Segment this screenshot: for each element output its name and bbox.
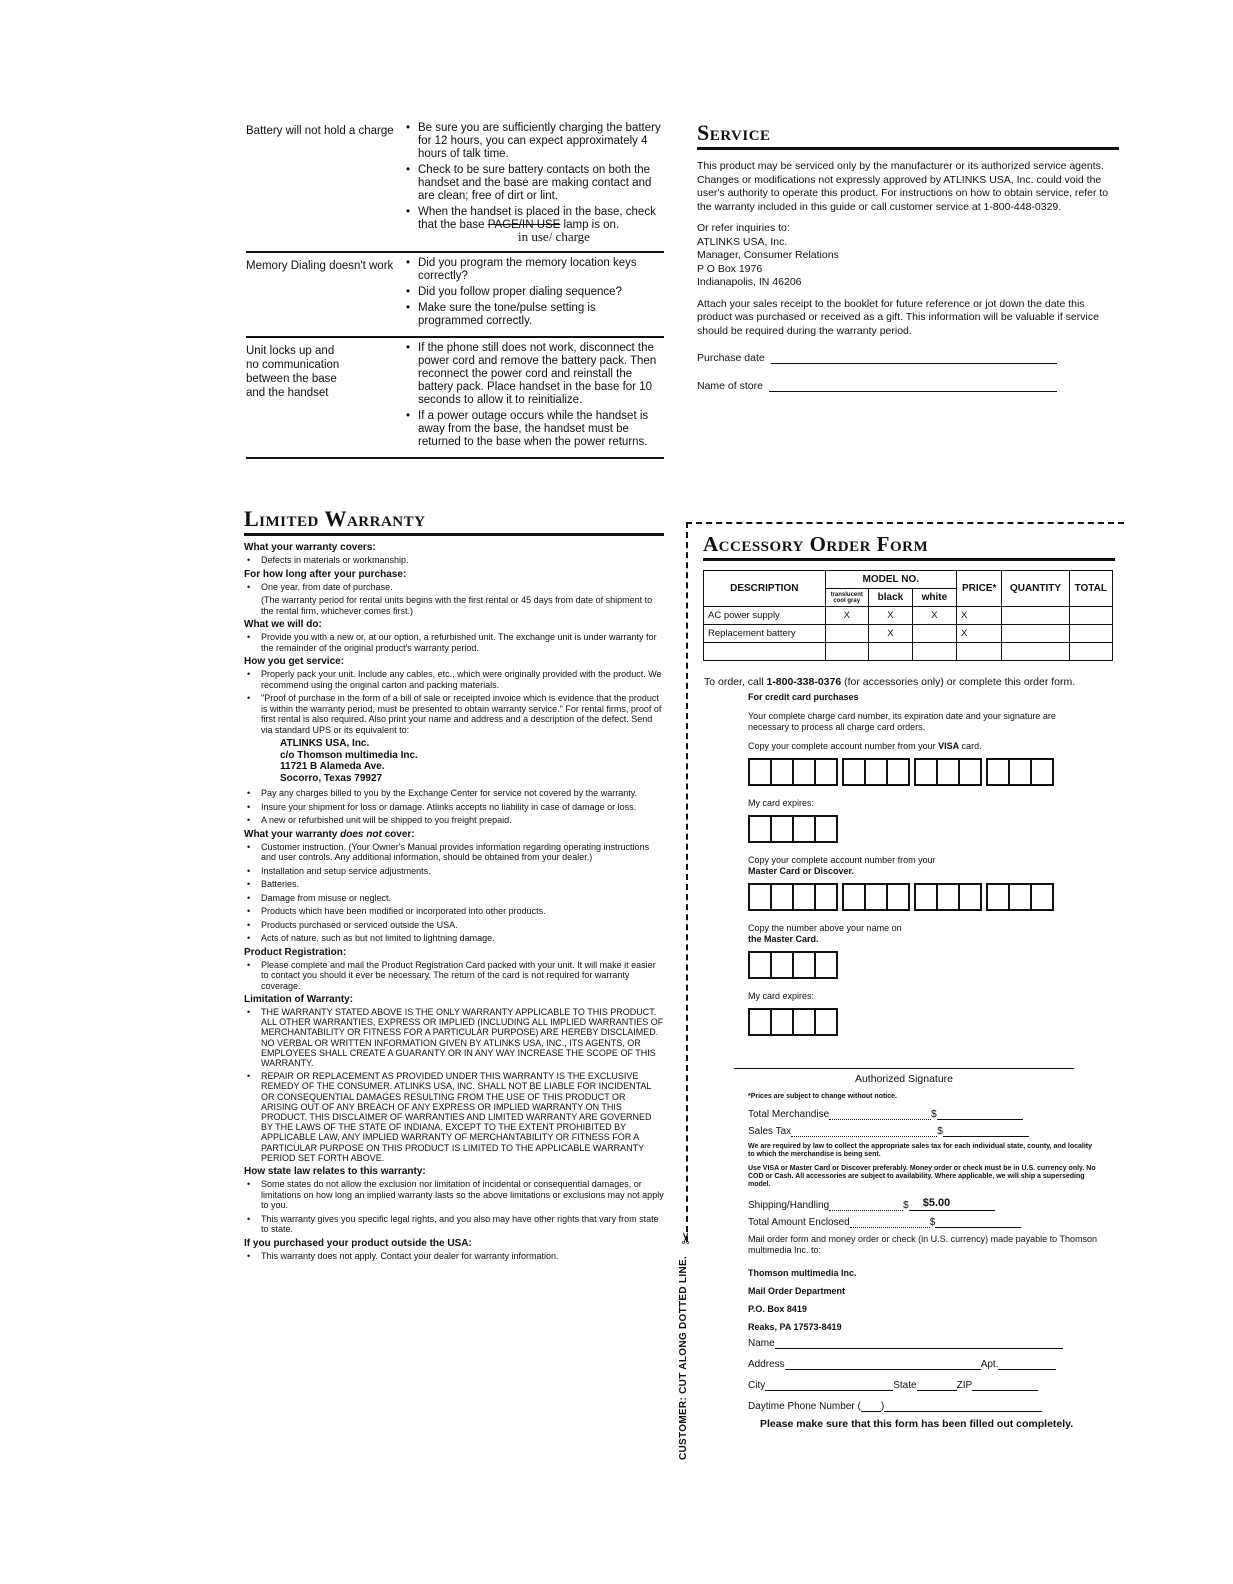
address-row[interactable] xyxy=(704,1359,1118,1370)
digit-box[interactable] xyxy=(1008,883,1032,911)
dots xyxy=(791,1128,937,1137)
mail-address xyxy=(704,1264,1118,1336)
address-line: Mail Order Department xyxy=(748,1286,846,1296)
col-price: PRICE* xyxy=(956,571,1002,607)
digit-box[interactable] xyxy=(748,883,772,911)
trouble-solution: • Be sure you are sufficiently charging the battery for 12 hours, you can expect approximately 4 hours of talk time. xyxy=(404,122,664,161)
call-number: 1-800-338-0376 xyxy=(766,676,842,688)
dollar-sign: $ xyxy=(903,1200,909,1211)
visa-label xyxy=(704,741,1118,752)
col-black: black xyxy=(868,589,912,607)
purchase-date-field[interactable] xyxy=(697,352,1119,364)
heading-emphasis: does not xyxy=(340,828,382,840)
handwritten-note: in use/ charge xyxy=(518,229,590,244)
digit-box[interactable] xyxy=(748,758,772,786)
amount-line[interactable] xyxy=(943,1128,1029,1137)
row-description: AC power supply xyxy=(704,607,826,625)
warranty-heading: Limitation of Warranty: xyxy=(244,994,354,1005)
row-price: X xyxy=(956,607,1002,625)
table-row xyxy=(704,607,1113,625)
trouble-solution: • Did you program the memory location keys correctly? xyxy=(404,257,664,283)
order-details xyxy=(704,676,1118,1430)
digit-box[interactable] xyxy=(886,758,910,786)
digit-box[interactable] xyxy=(842,883,866,911)
digit-box[interactable] xyxy=(814,758,838,786)
digit-box[interactable] xyxy=(914,758,938,786)
col-model-no: MODEL NO. xyxy=(825,571,956,589)
col-quantity: QUANTITY xyxy=(1002,571,1069,607)
warranty-item: • Products purchased or serviced outside the USA. xyxy=(244,920,664,931)
trouble-row-battery xyxy=(246,118,664,253)
digit-box[interactable] xyxy=(792,815,816,843)
row-mark: X xyxy=(825,607,868,625)
order-call-line xyxy=(704,676,1118,688)
apt-line[interactable] xyxy=(998,1361,1056,1370)
name-label: Name xyxy=(748,1338,775,1349)
digit-box[interactable] xyxy=(770,951,794,979)
empty-cell[interactable] xyxy=(1069,643,1112,661)
shipping-row xyxy=(704,1197,1118,1211)
empty-cell[interactable] xyxy=(704,643,826,661)
dollar-sign: $ xyxy=(929,1217,936,1228)
store-name-line[interactable] xyxy=(769,382,1057,392)
state-label: State xyxy=(893,1380,917,1391)
dollar-sign: $ xyxy=(937,1126,943,1137)
digit-box[interactable] xyxy=(1030,883,1054,911)
digit-box[interactable] xyxy=(814,1008,838,1036)
warranty-item: • A new or refurbished unit will be shipped to you freight prepaid. xyxy=(244,815,664,826)
visa-card: VISA xyxy=(938,741,960,751)
digit-box[interactable] xyxy=(1030,758,1054,786)
price-note: *Prices are subject to change without notice. xyxy=(748,1093,897,1100)
city-row[interactable] xyxy=(704,1380,1118,1391)
call-text: (for accessories only) or complete this order form. xyxy=(841,676,1076,688)
warranty-item: • Properly pack your unit. Include any cables, etc., which were originally provided with the product. We recommend using the original carton and packing materials. xyxy=(244,669,664,690)
name-row[interactable] xyxy=(704,1338,1118,1349)
empty-cell[interactable] xyxy=(825,643,868,661)
heading-text: cover: xyxy=(381,828,415,840)
address-line: Manager, Consumer Relations xyxy=(697,249,839,261)
solution-text: lamp is on. xyxy=(560,219,620,231)
digit-box[interactable] xyxy=(842,758,866,786)
address-line: c/o Thomson multimedia Inc. xyxy=(280,749,418,761)
total-enclosed-label: Total Amount Enclosed xyxy=(748,1217,850,1228)
service-section xyxy=(697,120,1119,392)
address-line: ATLINKS USA, Inc. xyxy=(697,235,788,248)
purchase-date-line[interactable] xyxy=(771,354,1057,364)
digit-box[interactable] xyxy=(1008,758,1032,786)
digit-box[interactable] xyxy=(958,758,982,786)
digit-box[interactable] xyxy=(814,883,838,911)
empty-cell[interactable] xyxy=(956,643,1002,661)
warranty-note: (The warranty period for rental units begins with the first rental or 45 days from date of shipment to the rental firm, whichever comes first.) xyxy=(261,595,653,616)
phone-close: ) xyxy=(880,1401,885,1412)
warranty-item: • Installation and setup service adjustments. xyxy=(244,866,664,877)
trouble-row-lockup xyxy=(246,338,664,459)
mc-label: Copy your complete account number from your xyxy=(748,855,936,865)
trouble-problem: Battery will not hold a charge xyxy=(246,125,394,137)
row-mark xyxy=(825,625,868,643)
empty-cell[interactable] xyxy=(868,643,912,661)
mc-above-boxes[interactable] xyxy=(748,951,1118,979)
row-mark: X xyxy=(868,625,912,643)
digit-box[interactable] xyxy=(886,883,910,911)
address-label: Address xyxy=(748,1359,785,1370)
apt-label: Apt. xyxy=(980,1359,999,1370)
purchase-date-label: Purchase date xyxy=(697,352,765,364)
warranty-heading: How you get service: xyxy=(244,656,345,667)
warranty-item: • Products which have been modified or incorporated into other products. xyxy=(244,906,664,917)
solution-text: When the handset is placed in the base, check that the base xyxy=(418,206,656,231)
warranty-item: • Damage from misuse or neglect. xyxy=(244,893,664,904)
digit-box[interactable] xyxy=(792,1008,816,1036)
visa-number-boxes[interactable] xyxy=(748,758,1118,786)
dollar-sign: $ xyxy=(931,1109,937,1120)
warranty-item: • Provide you with a new or, at our option, a refurbished unit. The exchange unit is under warranty for the remainder of the original product's warranty period. xyxy=(244,632,664,653)
warranty-item: • Defects in materials or workmanship. xyxy=(244,555,664,566)
mc-above-label-bold: the Master Card. xyxy=(748,934,819,944)
visa-text: Copy your complete account number from your xyxy=(748,741,939,751)
digit-box[interactable] xyxy=(814,951,838,979)
zip-label: ZIP xyxy=(956,1380,973,1391)
phone-label: Daytime Phone Number ( xyxy=(748,1401,861,1412)
digit-box[interactable] xyxy=(986,758,1010,786)
amount-line[interactable] xyxy=(935,1219,1021,1228)
store-name-label: Name of store xyxy=(697,380,763,392)
name-line[interactable] xyxy=(775,1340,1063,1349)
call-text: To order, call xyxy=(704,676,767,688)
payment-note: Use VISA or Master Card or Discover preferably. Money order or check must be in U.S. currency only. No COD or Cash. All accessories are subject to availability. Where applicable, we will ship a superseding model. xyxy=(748,1165,1096,1188)
total-merch-label: Total Merchandise xyxy=(748,1109,830,1120)
expiry-boxes-2[interactable] xyxy=(748,1008,1118,1036)
col-white: white xyxy=(912,589,956,607)
credit-text: Your complete charge card number, its expiration date and your signature are necessary to process all charge card orders. xyxy=(748,711,1056,732)
address-line: ATLINKS USA, Inc. xyxy=(280,738,370,749)
complete-note: Please make sure that this form has been filled out completely. xyxy=(760,1418,1074,1430)
phone-line[interactable] xyxy=(884,1403,1042,1412)
warranty-heading: What we will do: xyxy=(244,619,322,630)
trouble-solutions xyxy=(404,122,664,246)
trouble-solution: • Did you follow proper dialing sequence? xyxy=(404,286,664,299)
warranty-item: • This warranty gives you specific legal rights, and you also may have other rights that vary from state to state. xyxy=(244,1214,664,1235)
address-line: 11721 B Alameda Ave. xyxy=(280,761,385,772)
warranty-item: • Some states do not allow the exclusion nor limitation of incidental or consequential damages, or limitations on how long an implied warranty lasts so the above limitations or exclusions may not apply to you. xyxy=(244,1179,664,1211)
trouble-solution: • Make sure the tone/pulse setting is programmed correctly. xyxy=(404,302,664,328)
warranty-item: • Please complete and mail the Product Registration Card packed with your unit. It will make it easier to contact you should it ever be necessary. The return of the card is not required for warranty coverage. xyxy=(244,960,664,992)
shipping-value: $5.00 xyxy=(909,1197,995,1211)
digit-box[interactable] xyxy=(914,883,938,911)
digit-box[interactable] xyxy=(770,1008,794,1036)
sales-tax-row[interactable] xyxy=(704,1126,1118,1137)
amount-line[interactable] xyxy=(937,1111,1023,1120)
row-total[interactable] xyxy=(1069,625,1112,643)
total-enclosed-row[interactable] xyxy=(704,1217,1118,1228)
trouble-solution xyxy=(404,206,664,243)
address-line[interactable] xyxy=(785,1361,981,1370)
row-description: Replacement battery xyxy=(704,625,826,643)
expires-label-2: My card expires: xyxy=(748,991,815,1001)
cut-instruction: CUSTOMER: CUT ALONG DOTTED LINE. xyxy=(678,1255,689,1460)
table-row-empty xyxy=(704,643,1113,661)
row-mark xyxy=(912,625,956,643)
empty-cell[interactable] xyxy=(912,643,956,661)
dots xyxy=(829,1111,931,1120)
warranty-item: • Batteries. xyxy=(244,879,664,890)
cut-line-vertical xyxy=(686,522,688,1242)
mc-number-boxes[interactable] xyxy=(748,883,1118,911)
digit-box[interactable] xyxy=(986,883,1010,911)
digit-box[interactable] xyxy=(936,883,960,911)
troubleshooting-table xyxy=(246,118,664,459)
trouble-problem: Unit locks up and no communication between the base and the handset xyxy=(246,345,340,399)
trouble-solutions xyxy=(404,257,664,331)
dots xyxy=(829,1202,903,1211)
digit-box[interactable] xyxy=(770,758,794,786)
state-line[interactable] xyxy=(917,1382,957,1391)
digit-box[interactable] xyxy=(770,883,794,911)
warranty-item: • Insure your shipment for loss or damage. Atlinks accepts no liability in case of damage or loss. xyxy=(244,802,664,813)
warranty-heading: What your warranty covers: xyxy=(244,542,376,553)
warranty-section xyxy=(244,506,664,1264)
total-merch-row[interactable] xyxy=(704,1109,1118,1120)
accessory-table xyxy=(703,570,1113,661)
trouble-solution: • If the phone still does not work, disconnect the power cord and remove the battery pack. Then reconnect the power cord and reinstall the battery pack. Place handset in the base for 10 seconds to allow it to reinitialize. xyxy=(404,342,664,407)
signature-line[interactable] xyxy=(734,1068,1074,1085)
expires-label: My card expires: xyxy=(748,798,815,808)
warranty-item: • One year, from date of purchase. xyxy=(244,582,664,593)
digit-box[interactable] xyxy=(748,951,772,979)
trouble-problem: Memory Dialing doesn't work xyxy=(246,260,394,272)
row-mark: X xyxy=(868,607,912,625)
service-title: Service xyxy=(697,120,1119,150)
digit-box[interactable] xyxy=(748,1008,772,1036)
warranty-heading xyxy=(244,829,664,841)
mc-above-label: Copy the number above your name on xyxy=(748,923,902,933)
row-quantity[interactable] xyxy=(1002,607,1069,625)
digit-box[interactable] xyxy=(936,758,960,786)
address-line: Thomson multimedia Inc. xyxy=(748,1268,857,1278)
sales-tax-label: Sales Tax xyxy=(748,1126,792,1137)
ship-to-address xyxy=(244,738,664,784)
col-description: DESCRIPTION xyxy=(704,571,826,607)
warranty-item: • REPAIR OR REPLACEMENT AS PROVIDED UNDER THIS WARRANTY IS THE EXCLUSIVE REMEDY OF THE CONSUMER. ATLINKS USA, INC. SHALL NOT BE LIABLE FOR INCIDENTAL OR CONSEQUENTIAL DAMAGES RESULTING FROM THE USE OF THIS PRODUCT OR ARISING OUT OF ANY BREACH OF ANY EXPRESS OR IMPLIED WARRANTY ON THIS PRODUCT. THIS DISCLAIMER OF WARRANTIES AND LIMITED WARRANTY ARE GOVERNED BY THE LAWS OF THE STATE OF INDIANA. EXCEPT TO THE EXTENT PROHIBITED BY APPLICABLE LAW, ANY IMPLIED WARRANTY OF MERCHANTABILITY OR FITNESS FOR A PARTICULAR PURPOSE ON THIS PRODUCT IS LIMITED TO THE APPLICABLE WARRANTY PERIOD SET FORTH ABOVE. xyxy=(244,1071,664,1163)
zip-line[interactable] xyxy=(972,1382,1038,1391)
digit-box[interactable] xyxy=(864,758,888,786)
warranty-item: • Pay any charges billed to you by the Exchange Center for service not covered by the warranty. xyxy=(244,788,664,799)
shipping-label: Shipping/Handling xyxy=(748,1200,830,1211)
cut-line-horizontal xyxy=(686,522,1124,524)
dots xyxy=(850,1219,930,1228)
warranty-heading: If you purchased your product outside the USA: xyxy=(244,1237,472,1249)
warranty-heading: For how long after your purchase: xyxy=(244,568,407,580)
address-line: Socorro, Texas 79927 xyxy=(280,772,383,784)
trouble-solution: • Check to be sure battery contacts on both the handset and the base are making contact and are clean; free of dirt or lint. xyxy=(404,164,664,203)
row-total[interactable] xyxy=(1069,607,1112,625)
trouble-solutions xyxy=(404,342,664,452)
col-translucent: translucent cool gray xyxy=(825,589,868,607)
service-paragraph: Attach your sales receipt to the booklet for future reference or jot down the date this product was purchased or received as a gift. This information will be valuable if service should be required during the warranty period. xyxy=(697,297,1099,337)
refer-label: Or refer inquiries to: xyxy=(697,222,790,234)
city-label: City xyxy=(748,1380,766,1391)
heading-text: What your warranty xyxy=(244,828,341,840)
phone-row[interactable] xyxy=(704,1401,1118,1412)
row-price: X xyxy=(956,625,1002,643)
digit-box[interactable] xyxy=(748,815,772,843)
warranty-item: • This warranty does not apply. Contact your dealer for warranty information. xyxy=(244,1251,664,1262)
credit-heading: For credit card purchases xyxy=(748,692,859,702)
warranty-item: • Acts of nature, such as but not limited to lightning damage. xyxy=(244,933,664,944)
visa-text: card. xyxy=(959,741,982,751)
digit-box[interactable] xyxy=(864,883,888,911)
digit-box[interactable] xyxy=(958,883,982,911)
expiry-boxes[interactable] xyxy=(748,815,1118,843)
warranty-heading: How state law relates to this warranty: xyxy=(244,1166,426,1178)
trouble-row-memory xyxy=(246,253,664,338)
trouble-solution: • If a power outage occurs while the handset is away from the base, the handset must be returned to the base when the power returns. xyxy=(404,410,664,449)
city-line[interactable] xyxy=(765,1382,893,1391)
service-paragraph: This product may be serviced only by the manufacturer or its authorized service agents. Changes or modifications not expressly approved by ATLINKS USA, Inc. could void the user's authority to operate this product. For instructions on how to obtain service, refer to the warranty included in this guide or call customer service at 1-800-448-0329. xyxy=(697,160,1109,213)
order-form xyxy=(703,532,1115,661)
warranty-item: • THE WARRANTY STATED ABOVE IS THE ONLY WARRANTY APPLICABLE TO THIS PRODUCT. ALL OTHER WARRANTIES, EXPRESS OR IMPLIED (INCLUDING ALL IMPLIED WARRANTIES OF MERCHANTABILITY OR FITNESS FOR A PARTICULAR PURPOSE) ARE HEREBY DISCLAIMED. NO VERBAL OR WRITTEN INFORMATION GIVEN BY ATLINKS USA, INC., ITS AGENTS, OR EMPLOYEES SHALL CREATE A GUARANTY OR IN ANY WAY INCREASE THE SCOPE OF THIS WARRANTY. xyxy=(244,1007,664,1068)
address-line: Indianapolis, IN 46206 xyxy=(697,276,802,288)
mail-text: Mail order form and money order or check (in U.S. currency) made payable to Thomson multimedia Inc. to: xyxy=(748,1234,1097,1255)
digit-box[interactable] xyxy=(814,815,838,843)
digit-box[interactable] xyxy=(770,815,794,843)
order-title: Accessory Order Form xyxy=(703,532,1115,561)
address-line: P O Box 1976 xyxy=(697,262,763,275)
table-row xyxy=(704,625,1113,643)
digit-box[interactable] xyxy=(792,758,816,786)
digit-box[interactable] xyxy=(792,883,816,911)
warranty-heading: Product Registration: xyxy=(244,946,347,958)
address-line: Reaks, PA 17573-8419 xyxy=(748,1322,842,1332)
store-name-field[interactable] xyxy=(697,380,1119,392)
warranty-title: Limited Warranty xyxy=(244,506,664,536)
warranty-item: • "Proof of purchase in the form of a bill of sale or receipted invoice which is evidence that the product is within the warranty period, must be presented to obtain warranty service." For rental firms, proof of first rental is also required. Also print your name and address and a description of the defect. Send via standard UPS or its equivalent to: xyxy=(244,693,664,735)
scissors-icon: ✂ xyxy=(678,1231,696,1245)
row-quantity[interactable] xyxy=(1002,625,1069,643)
digit-box[interactable] xyxy=(792,951,816,979)
mc-label-bold: Master Card or Discover. xyxy=(748,866,855,876)
empty-cell[interactable] xyxy=(1002,643,1069,661)
service-address xyxy=(697,222,1119,290)
warranty-item: • Customer instruction. (Your Owner's Manual provides information regarding operating instructions and user controls. Any additional information, should be obtained from your dealer.) xyxy=(244,842,664,863)
signature-label: Authorized Signature xyxy=(854,1073,954,1085)
col-total: TOTAL xyxy=(1069,571,1112,607)
row-mark: X xyxy=(912,607,956,625)
struck-text: PAGE/IN USE xyxy=(487,219,561,231)
tax-note: We are required by law to collect the appropriate sales tax for each individual state, county, and locality to which the merchandise is being sent. xyxy=(748,1143,1093,1158)
address-line: P.O. Box 8419 xyxy=(748,1304,807,1314)
area-code-line[interactable] xyxy=(861,1403,881,1412)
